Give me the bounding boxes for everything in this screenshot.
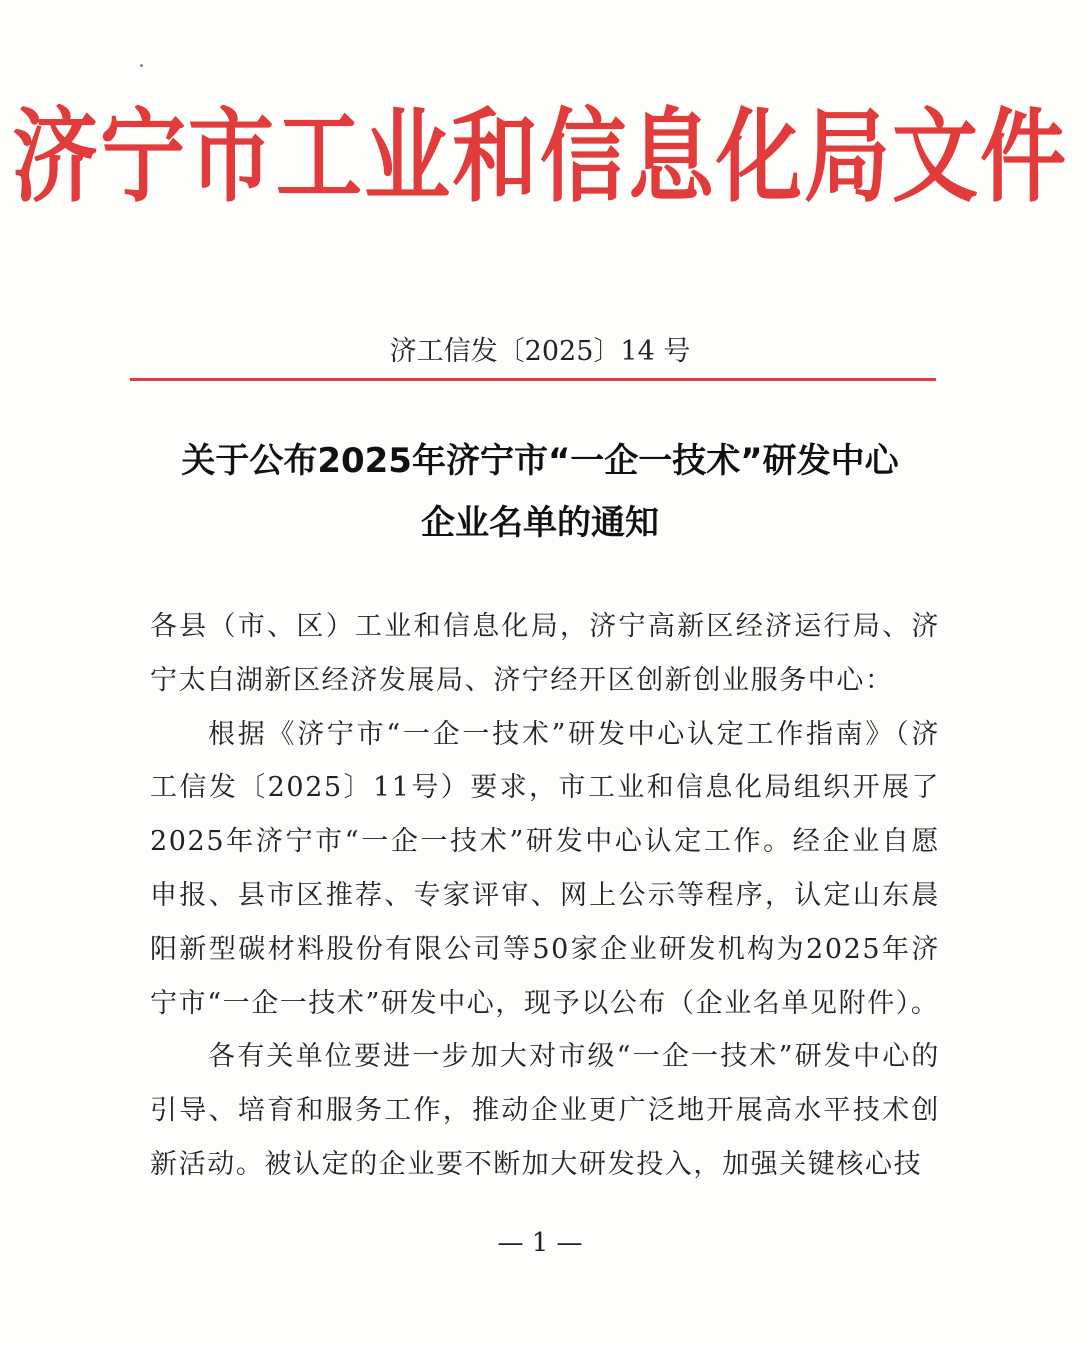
scan-speck [140,64,143,67]
page-number: — 1 — [497,1228,583,1258]
document-number: 济工信发〔2025〕14 号 [389,336,691,367]
document-body [150,600,940,1192]
salutation: 各县（市、区）工业和信息化局，济宁高新区经济运行局、济宁太白湖新区经济发展局、济宁经开区创新创业服务中心： [150,611,940,696]
title-line-1: 关于公布2025年济宁市“一企一技术”研发中心 [181,441,899,481]
document-title [130,430,950,554]
title-line-2: 企业名单的通知 [421,503,659,543]
body-paragraph-1: 根据《济宁市“一企一技术”研发中心认定工作指南》（济工信发〔2025〕11号）要求，市工业和信息化局组织开展了2025年济宁市“一企一技术”研发中心认定工作。经企业自愿申报、县市区推荐、专家评审、网上公示等程序，认定山东晨阳新型碳材料股份有限公司等50家企业研发机构为2025年济宁市“一企一技术”研发中心，现予以公布（企业名单见附件）。 [150,718,940,1019]
masthead-divider [130,378,936,381]
document-masthead: 济宁市工业和信息化局文件 [12,97,1068,217]
body-paragraph-2: 各有关单位要进一步加大对市级“一企一技术”研发中心的引导、培育和服务工作，推动企业更广泛地开展高水平技术创新活动。被认定的企业要不断加大研发投入，加强关键核心技 [150,1041,940,1180]
